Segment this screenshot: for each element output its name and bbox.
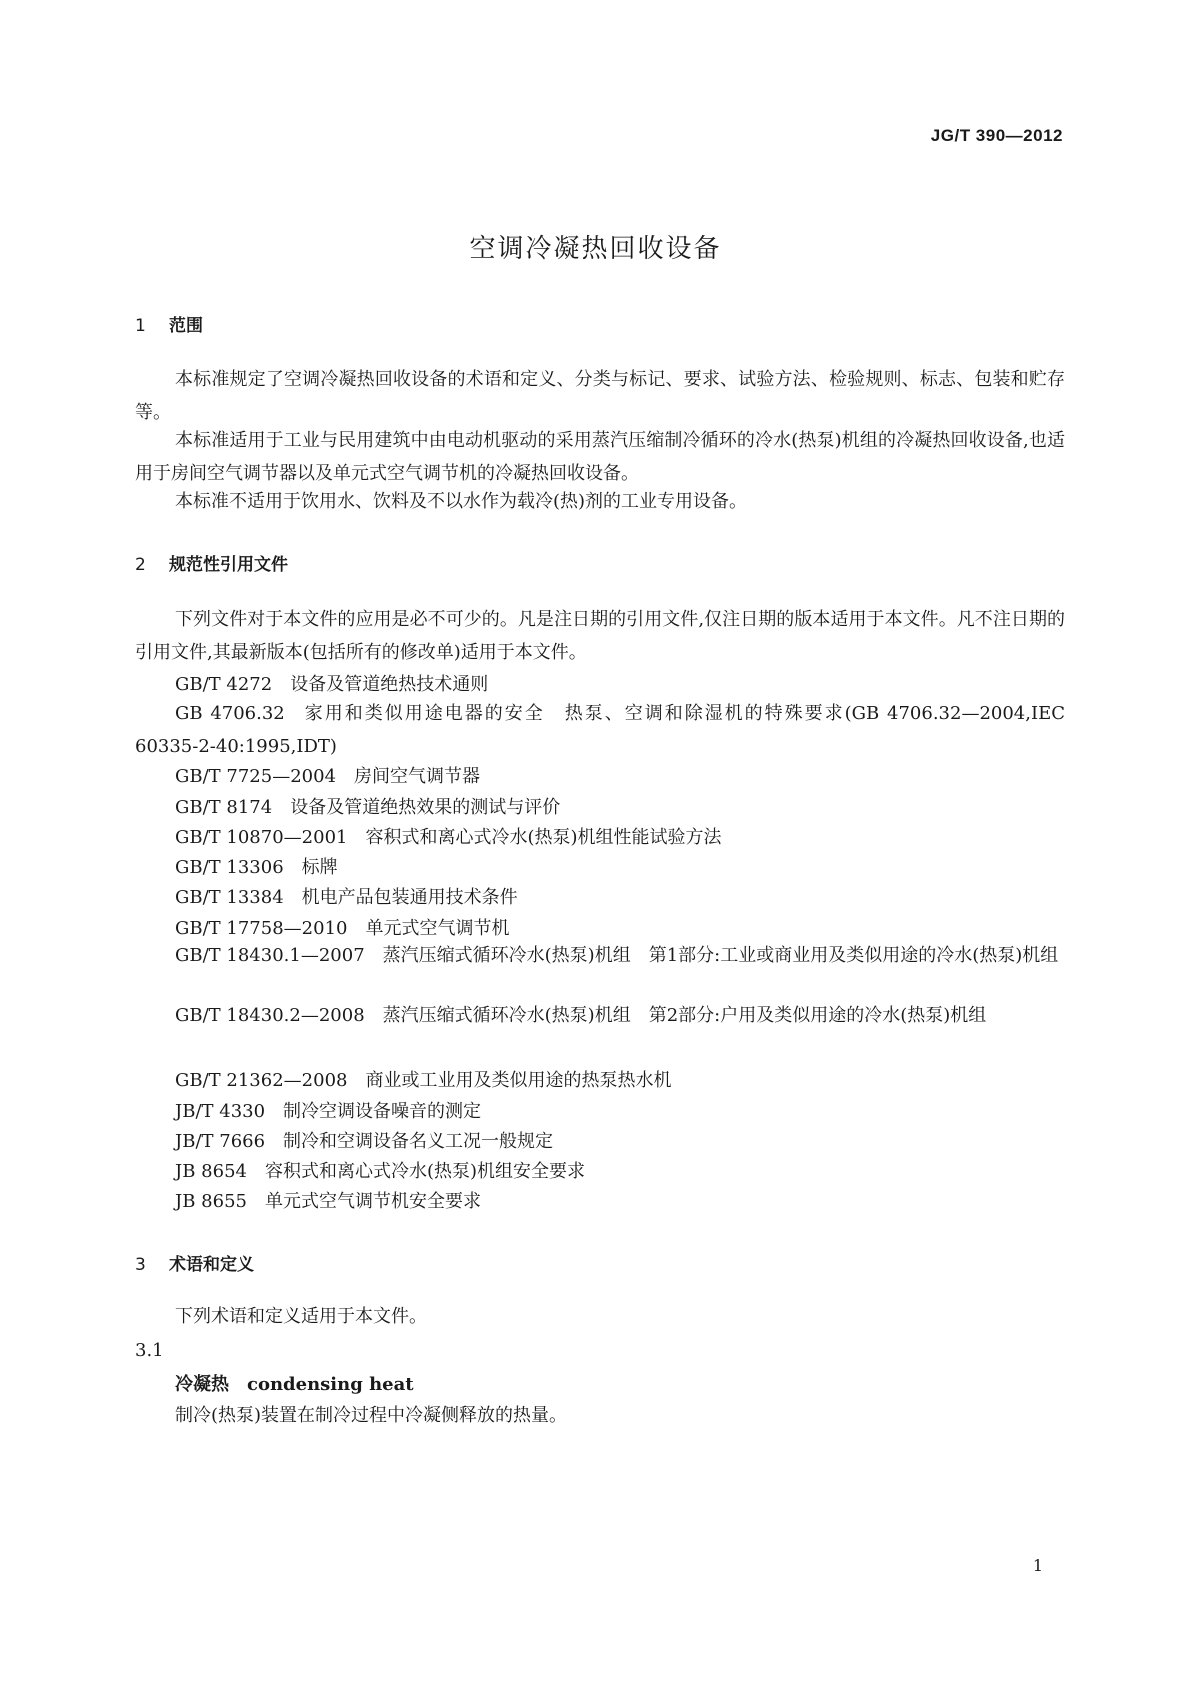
- term-definition: 制冷(热泵)装置在制冷过程中冷凝侧释放的热量。: [175, 1405, 568, 1426]
- reference-code: GB/T 10870—2001: [175, 827, 348, 848]
- reference-title: 标牌: [301, 857, 338, 878]
- section-title: 术语和定义: [169, 1255, 254, 1275]
- reference-item: [175, 1097, 481, 1123]
- reference-code: GB/T 4272: [175, 674, 273, 695]
- reference-code: GB 4706.32: [175, 703, 285, 724]
- reference-item: [175, 914, 509, 940]
- section-1-heading: [135, 311, 203, 336]
- reference-code: JB 8654: [175, 1161, 247, 1182]
- reference-item: [175, 853, 338, 879]
- reference-title: 制冷和空调设备名义工况一般规定: [283, 1131, 554, 1152]
- reference-item: [175, 883, 518, 909]
- paragraph: 下列术语和定义适用于本文件。: [175, 1306, 427, 1327]
- reference-title: 蒸汽压缩式循环冷水(热泵)机组 第1部分:工业或商业用及类似用途的冷水(热泵)机组: [382, 945, 1059, 966]
- reference-title: 单元式空气调节机安全要求: [264, 1191, 481, 1212]
- reference-title: 房间空气调节器: [354, 766, 481, 787]
- reference-item: [135, 999, 1065, 1032]
- page-number: 1: [1032, 1556, 1043, 1575]
- reference-code: GB/T 18430.2—2008: [175, 1005, 365, 1026]
- reference-code: GB/T 7725—2004: [175, 766, 337, 787]
- reference-code: GB/T 18430.1—2007: [175, 945, 365, 966]
- section-3-heading: [135, 1250, 254, 1275]
- reference-title: 家用和类似用途电器的安全 热泵、空调和除湿机的特殊要求(GB 4706.32—2004,IEC 60335-2-40:1995,IDT): [135, 703, 1065, 757]
- reference-title: 容积式和离心式冷水(热泵)机组性能试验方法: [365, 827, 722, 848]
- paragraph: 下列文件对于本文件的应用是必不可少的。凡是注日期的引用文件,仅注日期的版本适用于本文件。凡不注日期的引用文件,其最新版本(包括所有的修改单)适用于本文件。: [135, 609, 1065, 663]
- reference-title: 蒸汽压缩式循环冷水(热泵)机组 第2部分:户用及类似用途的冷水(热泵)机组: [382, 1005, 987, 1026]
- reference-code: GB/T 8174: [175, 797, 273, 818]
- reference-item: [135, 697, 1065, 763]
- reference-item: [175, 823, 722, 849]
- section-title: 规范性引用文件: [169, 555, 288, 575]
- reference-title: 设备及管道绝热效果的测试与评价: [290, 797, 561, 818]
- reference-code: GB/T 17758—2010: [175, 918, 348, 939]
- document-title: 空调冷凝热回收设备: [469, 234, 722, 264]
- section-number: 1: [135, 316, 146, 336]
- reference-code: JB/T 7666: [175, 1131, 266, 1152]
- reference-title: 单元式空气调节机: [365, 918, 510, 939]
- section-2-heading: [135, 550, 288, 575]
- reference-item: [175, 1157, 585, 1183]
- reference-title: 商业或工业用及类似用途的热泵热水机: [365, 1070, 672, 1091]
- reference-title: 制冷空调设备噪音的测定: [283, 1101, 482, 1122]
- term-entry: [175, 1370, 414, 1396]
- term-chinese: 冷凝热: [175, 1374, 229, 1395]
- section-number: 3: [135, 1255, 146, 1275]
- reference-title: 设备及管道绝热技术通则: [290, 674, 489, 695]
- reference-item: [175, 793, 560, 819]
- reference-title: 容积式和离心式冷水(热泵)机组安全要求: [264, 1161, 586, 1182]
- standard-number: JG/T 390—2012: [930, 126, 1063, 145]
- reference-title: 机电产品包装通用技术条件: [301, 887, 518, 908]
- reference-code: GB/T 13384: [175, 887, 284, 908]
- section-number: 2: [135, 555, 146, 575]
- reference-item: [175, 1127, 553, 1153]
- term-number: 3.1: [135, 1340, 164, 1361]
- reference-code: JB/T 4330: [175, 1101, 266, 1122]
- reference-item: [135, 939, 1065, 972]
- paragraph: 本标准不适用于饮用水、饮料及不以水作为载冷(热)剂的工业专用设备。: [175, 491, 748, 512]
- reference-code: GB/T 21362—2008: [175, 1070, 348, 1091]
- paragraph: 本标准规定了空调冷凝热回收设备的术语和定义、分类与标记、要求、试验方法、检验规则、标志、包装和贮存等。: [135, 369, 1065, 423]
- reference-item: [175, 1187, 481, 1213]
- reference-item: [175, 670, 488, 696]
- term-english: condensing heat: [247, 1374, 414, 1395]
- reference-code: JB 8655: [175, 1191, 247, 1212]
- reference-item: [175, 762, 480, 788]
- section-title: 范围: [169, 316, 203, 336]
- reference-code: GB/T 13306: [175, 857, 284, 878]
- reference-item: [175, 1066, 671, 1092]
- paragraph: 本标准适用于工业与民用建筑中由电动机驱动的采用蒸汽压缩制冷循环的冷水(热泵)机组的冷凝热回收设备,也适用于房间空气调节器以及单元式空气调节机的冷凝热回收设备。: [135, 430, 1065, 484]
